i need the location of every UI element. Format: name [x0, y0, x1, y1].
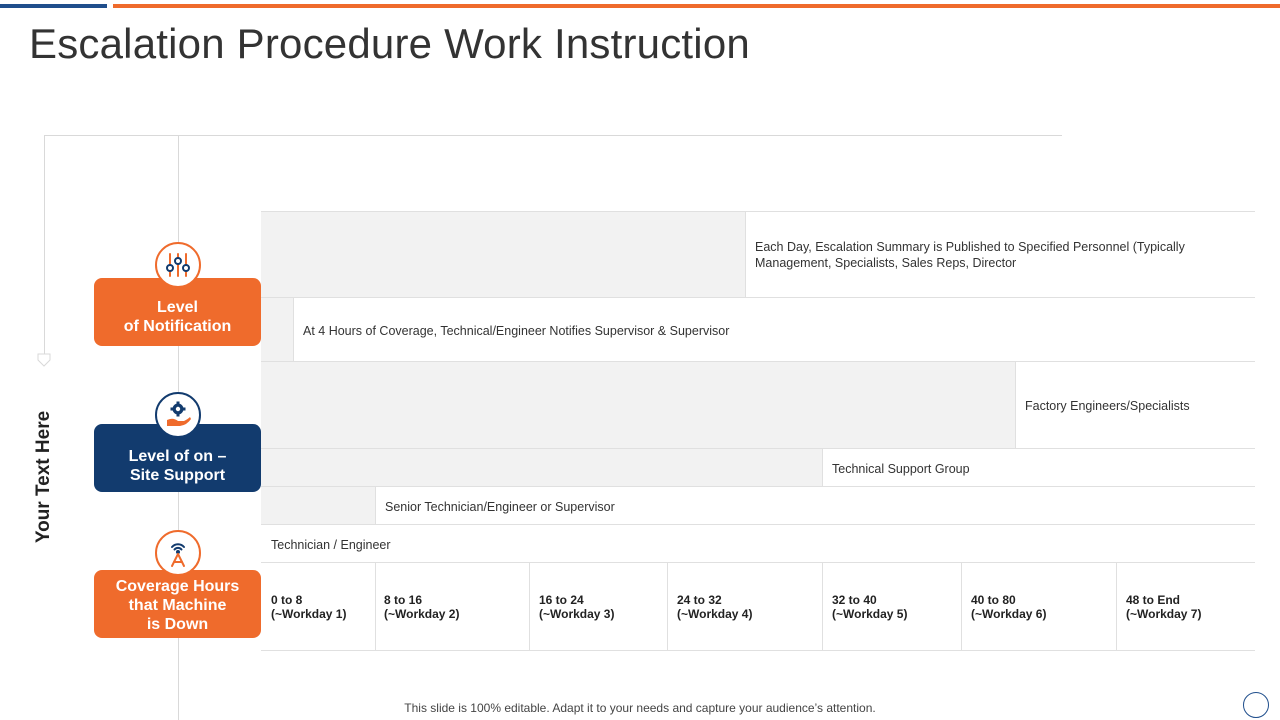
coverage-column-label: 32 to 40 (~Workday 5) [832, 593, 908, 621]
frame-top-line [44, 135, 1062, 136]
shield-marker-icon [37, 353, 51, 367]
escalation-bar-summary [261, 211, 746, 298]
escalation-bar-notify [261, 298, 294, 362]
corner-circle-icon [1243, 692, 1269, 718]
radio-tower-icon [155, 530, 201, 576]
category-level-of-notification: Level of Notification [94, 278, 261, 346]
row-rule [261, 361, 1255, 362]
row-rule [261, 297, 1255, 298]
row-rule [261, 211, 1255, 212]
column-divider [375, 563, 376, 650]
row-text-technician: Technician / Engineer [271, 538, 391, 552]
row-rule [261, 448, 1255, 449]
slide-title: Escalation Procedure Work Instruction [29, 20, 750, 67]
column-divider [667, 563, 668, 650]
coverage-column-label: 24 to 32 (~Workday 4) [677, 593, 753, 621]
coverage-column-label: 0 to 8 (~Workday 1) [271, 593, 347, 621]
side-label: Your Text Here [33, 410, 54, 544]
column-divider [1116, 563, 1117, 650]
row-rule [261, 486, 1255, 487]
category-coverage-hours: Coverage Hours that Machine is Down [94, 570, 261, 638]
column-divider [961, 563, 962, 650]
row-text-summary: Each Day, Escalation Summary is Published to Specified Personnel (Typically Management, Specialists, Sales Reps, Director [755, 240, 1185, 270]
row-text-senior-tech: Senior Technician/Engineer or Supervisor [385, 500, 615, 514]
escalation-bar-senior-tech [261, 487, 376, 525]
top-accent-bar-blue [0, 4, 107, 8]
sliders-icon [155, 242, 201, 288]
coverage-column-label: 8 to 16 (~Workday 2) [384, 593, 460, 621]
column-divider [529, 563, 530, 650]
coverage-column-label: 16 to 24 (~Workday 3) [539, 593, 615, 621]
row-rule [261, 562, 1255, 563]
row-rule [261, 650, 1255, 651]
hand-gear-icon [155, 392, 201, 438]
coverage-column-label: 40 to 80 (~Workday 6) [971, 593, 1047, 621]
row-text-support-group: Technical Support Group [832, 462, 970, 476]
frame-left-line [44, 135, 45, 355]
row-text-factory: Factory Engineers/Specialists [1025, 399, 1190, 413]
row-text-notify: At 4 Hours of Coverage, Technical/Engineer Notifies Supervisor & Supervisor [303, 324, 730, 338]
escalation-bar-factory [261, 362, 1016, 449]
column-divider [822, 563, 823, 650]
top-accent-bar-orange [113, 4, 1280, 8]
escalation-bar-support-group [261, 449, 823, 487]
footer-note: This slide is 100% editable. Adapt it to your needs and capture your audience’s attention. [404, 701, 876, 715]
row-rule [261, 524, 1255, 525]
coverage-column-label: 48 to End (~Workday 7) [1126, 593, 1202, 621]
category-on-site-support: Level of on – Site Support [94, 424, 261, 492]
